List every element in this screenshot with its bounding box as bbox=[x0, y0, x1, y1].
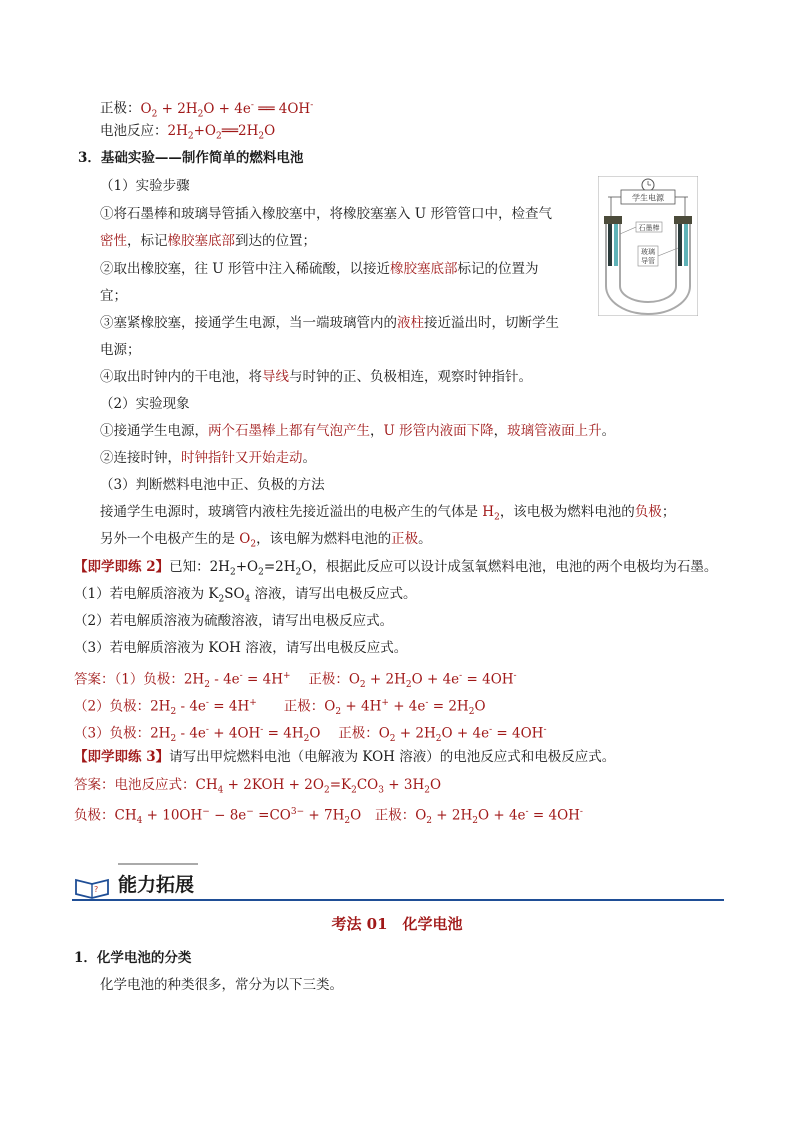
graphite-rod-label: 石墨棒 bbox=[638, 224, 660, 232]
heading-basic-experiment: 3．基础实验——制作简单的燃料电池 bbox=[78, 150, 304, 166]
line-cell-reaction: 电池反应：$2H_2+O_2══2H_2O$ bbox=[100, 123, 276, 142]
line-phenomenon1: ①接通学生电源，两个石墨棒上都有气泡产生，U 形管内液面下降，玻璃管液面上升。 bbox=[100, 423, 616, 439]
line-step3b: 电源； bbox=[100, 342, 141, 358]
line-q1: （1）若电解质溶液为 $K_2SO_4$ 溶液，请写出电极反应式。 bbox=[74, 586, 417, 605]
line-q2: （2）若电解质溶液为硫酸溶液，请写出电极反应式。 bbox=[74, 613, 394, 629]
line-method1: 接通学生电源时，玻璃管内液柱先接近溢出的电极产生的气体是 $H_2$，该电极为燃料电池的负极； bbox=[100, 504, 676, 523]
power-supply-label: 学生电源 bbox=[632, 193, 664, 203]
right-stopper bbox=[674, 216, 692, 224]
line-practice3: 【即学即练 3】请写出甲烷燃料电池（电解液为 KOH 溶液）的电池反应式和电极反应式。 bbox=[74, 749, 616, 765]
line-phenomena-heading: （2）实验现象 bbox=[100, 396, 190, 412]
line-positive-electrode: 正极：$O_2 + 2H_2O + 4e^-$ ══ 4OH- bbox=[100, 100, 314, 120]
line-answer-methane: 答案：电池反应式：$CH_4 + 2KOH + 2O_2=K_2CO_3 + 3H_2O$ bbox=[74, 777, 442, 796]
glass-tube-label-2: 导管 bbox=[641, 257, 655, 265]
line-method2: 另外一个电极产生的是 $O_2$，该电解为燃料电池的正极。 bbox=[100, 531, 432, 550]
right-glass-tube bbox=[684, 224, 688, 266]
left-stopper bbox=[604, 216, 622, 224]
u-tube-fuel-cell-diagram bbox=[598, 176, 698, 316]
line-answer2: （2）负极：$2H_2 - 4e^- = 4H^+$ 正极：$O_2 + 4H^+ + 4e^- = 2H_2O$ bbox=[74, 698, 486, 718]
left-graphite-rod bbox=[608, 224, 612, 266]
line-answer1: 答案：（1）负极：$2H_2 - 4e^- = 4H^+$ 正极：$O_2 + 2H_2O + 4e^- = 4OH^-$ bbox=[74, 671, 517, 691]
line-practice2: 【即学即练 2】已知：$2H_2+O_2=2H_2O$，根据此反应可以设计成氢氧燃料电池，电池的两个电极均为石墨。 bbox=[74, 559, 718, 578]
line-answer3: （3）负极：$2H_2 - 4e^- + 4OH^- = 4H_2O$ 正极：$O_2 + 2H_2O + 4e^- = 4OH^-$ bbox=[74, 725, 547, 745]
line-step2: ②取出橡胶塞，往 U 形管中注入稀硫酸，以接近橡胶塞底部标记的位置为 bbox=[100, 261, 539, 277]
line-steps-heading: （1）实验步骤 bbox=[100, 178, 190, 194]
heading-battery-classification: 1．化学电池的分类 bbox=[74, 950, 192, 966]
line-methane-electrodes: 负极：$CH_4 + 10OH^- - 8e^- =CO^{3-} + 7H_2O$ 正极：$O_2 + 2H_2O + 4e^- = 4OH^-$ bbox=[74, 807, 583, 827]
line-step1b: 密性，标记橡胶塞底部到达的位置； bbox=[100, 233, 316, 249]
line-classification-intro: 化学电池的种类很多，常分为以下三类。 bbox=[100, 977, 343, 993]
svg-text:?: ? bbox=[94, 885, 99, 894]
line-phenomenon2: ②连接时钟，时钟指针又开始走动。 bbox=[100, 450, 316, 466]
kaofa-heading: 考法 01 化学电池 bbox=[331, 915, 463, 933]
line-step2b: 宜； bbox=[100, 288, 127, 304]
line-method-heading: （3）判断燃料电池中正、负极的方法 bbox=[100, 477, 325, 493]
line-step3: ③塞紧橡胶塞，接通学生电源，当一端玻璃管内的液柱接近溢出时，切断学生 bbox=[100, 315, 559, 331]
line-step1: ①将石墨棒和玻璃导管插入橡胶塞中，将橡胶塞塞入 U 形管管口中，检查气 bbox=[100, 206, 552, 222]
section-title: 能力拓展 bbox=[118, 874, 195, 896]
right-graphite-rod bbox=[678, 224, 682, 266]
line-step4: ④取出时钟内的干电池，将导线与时钟的正、负极相连，观察时钟指针。 bbox=[100, 369, 532, 385]
line-q3: （3）若电解质溶液为 KOH 溶液，请写出电极反应式。 bbox=[74, 640, 408, 656]
glass-tube-label-1: 玻璃 bbox=[641, 248, 655, 256]
left-glass-tube bbox=[614, 224, 618, 266]
